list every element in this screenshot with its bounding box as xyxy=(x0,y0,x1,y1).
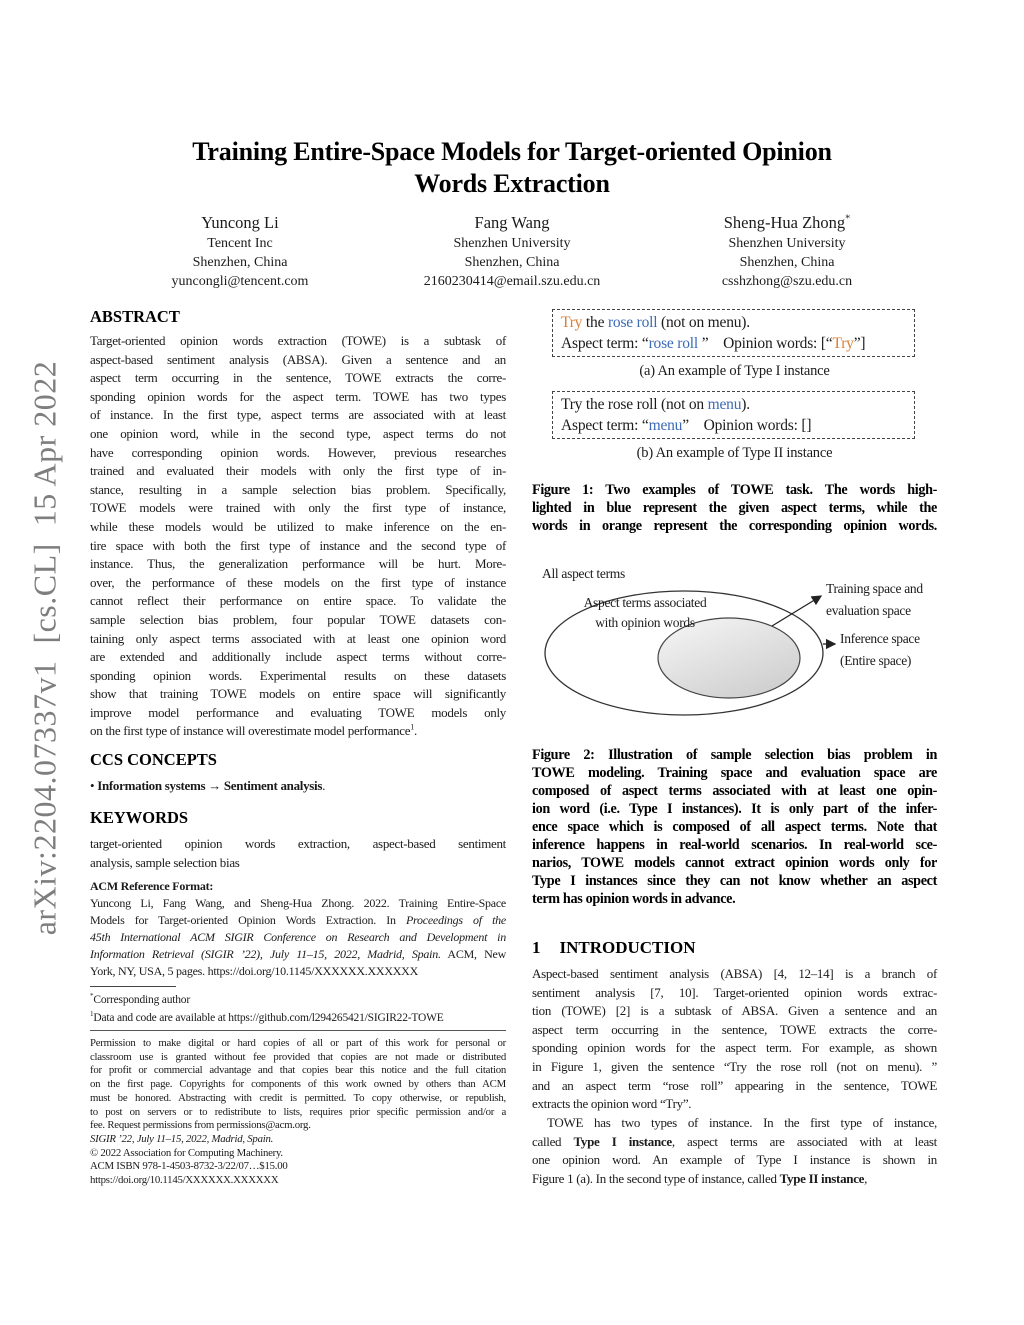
text-segment: https://doi.org/10.1145/XXXXXX.XXXXXX xyxy=(90,1174,279,1187)
introduction-heading xyxy=(532,938,937,958)
text-segment: Try the rose roll (not on xyxy=(561,396,708,413)
text-line xyxy=(532,800,937,818)
introduction-paragraph-1 xyxy=(532,965,937,1114)
text-line xyxy=(532,1039,937,1058)
text-segment: Proceedings of the xyxy=(405,913,506,927)
text-segment: Type II instance xyxy=(779,1170,865,1186)
text-segment: Words Extraction xyxy=(414,169,610,198)
text-segment: while these models would be utilized to make inference on the en- xyxy=(90,518,506,534)
text-line xyxy=(90,462,506,481)
text-segment: on the first type of instance will overestimate model performance xyxy=(90,723,411,739)
text-line xyxy=(532,1095,937,1114)
text-segment: fee. Request permissions from permissions@acm.org. xyxy=(90,1119,311,1132)
text-segment: have corresponding opinion words. However, previous researches xyxy=(90,444,506,460)
text-line xyxy=(90,1064,506,1078)
keywords-text xyxy=(90,835,506,872)
figure2-diagram xyxy=(532,556,952,748)
inference-space-label-line1: Inference space xyxy=(840,631,920,646)
text-segment: , xyxy=(864,1170,868,1186)
author-email: csshzhong@szu.edu.cn xyxy=(721,274,853,289)
text-segment: aspect-based sentiment analysis (ABSA). Given a sentence and an xyxy=(90,351,506,367)
text-segment: TOWE has two types of instance. In the first type of instance, xyxy=(547,1115,937,1130)
text-segment: in Figure 1, given the sentence “Try the rose roll (not on menu). ” xyxy=(532,1058,937,1074)
author-affiliation: Shenzhen University xyxy=(453,236,571,251)
text-segment: Corresponding author xyxy=(93,994,190,1006)
section-number: 1 xyxy=(532,938,541,957)
text-segment: TOWE modeling. Training space and evaluation space are xyxy=(532,765,937,781)
text-segment: inference happens in real-world scenarios. In real-world sce- xyxy=(532,837,937,853)
text-segment: rose roll xyxy=(607,314,658,331)
text-segment: Target-oriented opinion words extraction (TOWE) is a subtask of xyxy=(90,333,506,348)
text-segment: • xyxy=(90,778,98,793)
text-line xyxy=(532,517,937,535)
text-line xyxy=(90,963,506,980)
text-segment: of instance. In the first type, aspect terms are associated with at least xyxy=(90,407,506,423)
text-segment: Training Entire-Space Models for Target-oriented Opinion xyxy=(192,137,832,166)
author-affiliation: Tencent Inc xyxy=(207,236,273,251)
text-segment: Yuncong Li, Fang Wang, and Sheng-Hua Zhong. 2022. Training Entire-Space xyxy=(90,896,506,910)
text-segment: the xyxy=(582,314,608,331)
text-segment: (not on menu). xyxy=(657,314,750,331)
text-segment: are extended and additionally include aspect terms without corre- xyxy=(90,649,506,665)
inference-space-label-line2: (Entire space) xyxy=(840,653,912,668)
text-line xyxy=(532,1021,937,1040)
text-line xyxy=(0,168,1024,200)
text-segment: ACM ISBN 978-1-4503-8732-3/22/07…$15.00 xyxy=(90,1160,288,1173)
text-segment: Try xyxy=(561,314,583,331)
text-segment: ”] xyxy=(853,335,866,352)
text-segment: words in orange represent the corresponding opinion words. xyxy=(532,518,937,534)
example-b-annotation xyxy=(561,415,906,436)
text-segment: ion word (i.e. Type I instances). It is only part of the infer- xyxy=(532,801,937,817)
text-segment: 1 xyxy=(410,723,414,733)
text-segment: Type I instances since they can not know whether an aspect xyxy=(532,873,937,889)
text-line xyxy=(90,630,506,649)
text-segment: Sentiment analysis xyxy=(223,778,323,793)
text-line xyxy=(90,592,506,611)
training-space-arrow xyxy=(772,596,821,626)
training-space-label-line2: evaluation space xyxy=(826,603,911,618)
text-segment: ACM, New xyxy=(440,947,506,961)
text-segment: analysis, sample selection bias xyxy=(90,854,240,870)
text-line xyxy=(90,611,506,630)
text-segment: , aspect terms are associated with at least xyxy=(671,1133,937,1149)
text-line xyxy=(532,872,937,890)
text-line xyxy=(90,444,506,463)
text-segment: one opinion word. An example of Type I instance is shown in xyxy=(532,1152,937,1168)
text-line xyxy=(90,1174,506,1188)
text-line xyxy=(532,1058,937,1077)
text-segment: show that training TOWE models on entire space will significantly xyxy=(90,686,506,702)
text-line xyxy=(90,406,506,425)
text-segment: tion (TOWE) [2] is a subtask of ABSA. Given a sentence and an xyxy=(532,1003,937,1019)
text-segment: aspect term occurring in the sentence, TOWE extracts the corre- xyxy=(532,1021,937,1037)
text-line xyxy=(90,1106,506,1120)
figure1-example-b-box xyxy=(552,391,915,439)
example-b-sentence xyxy=(561,394,906,415)
text-line xyxy=(532,499,937,517)
footnote-rule xyxy=(90,986,176,987)
text-segment: Aspect term: “ xyxy=(561,417,649,434)
text-segment: ” Opinion words: [] xyxy=(682,417,812,434)
author-email: yuncongli@tencent.com xyxy=(171,274,309,289)
text-line xyxy=(90,667,506,686)
training-space-ellipse xyxy=(658,618,800,698)
text-segment: stance, resulting in a sample selection bias problem. Specifically, xyxy=(90,481,506,497)
text-line xyxy=(532,1133,937,1152)
figure2-caption xyxy=(532,746,937,908)
text-segment: York, NY, USA, 5 pages. https://doi.org/10.1145/XXXXXX.XXXXXX xyxy=(90,964,418,978)
text-segment: one opinion word, while in the second type, aspect terms do not xyxy=(90,425,506,441)
text-line xyxy=(90,648,506,667)
text-segment: sponding opinion words for the aspect term. TOWE has two types xyxy=(90,388,506,404)
text-line xyxy=(90,499,506,518)
ccs-heading: CCS CONCEPTS xyxy=(90,750,217,769)
text-segment: Sheng-Hua Zhong xyxy=(723,213,846,232)
text-segment: over, the performance of these models on the first type of instance xyxy=(90,574,506,590)
text-line xyxy=(90,425,506,444)
text-line xyxy=(90,946,506,963)
text-line xyxy=(90,518,506,537)
text-segment: Type I instance xyxy=(573,1133,672,1149)
text-line xyxy=(90,555,506,574)
text-segment: target-oriented opinion words extraction, aspect-based sentiment xyxy=(90,836,506,851)
text-segment: menu xyxy=(648,417,683,434)
text-segment: Aspect term: “ xyxy=(561,335,649,352)
author-city: Shenzhen, China xyxy=(464,255,560,270)
author-block xyxy=(637,212,937,291)
text-line xyxy=(532,1114,937,1133)
text-segment: Permission to make digital or hard copies of all or part of this work for personal or xyxy=(90,1037,506,1049)
text-line xyxy=(90,912,506,929)
text-segment: Figure 2: Illustration of sample selection bias problem in xyxy=(532,747,937,763)
text-line xyxy=(90,1051,506,1065)
text-segment: TOWE models were trained with only the first type of instance, xyxy=(90,500,506,516)
text-segment: sponding opinion words. Experimental results on these datasets xyxy=(90,667,506,683)
text-line xyxy=(90,369,506,388)
text-segment: Figure 1: Two examples of TOWE task. The words high- xyxy=(532,482,937,498)
text-segment: taining only aspect terms associated with at least one opinion word xyxy=(90,630,506,646)
introduction-paragraph-2 xyxy=(532,1114,937,1188)
footnotes xyxy=(90,992,506,1027)
text-segment: extracts the opinion word “Try”. xyxy=(532,1096,692,1112)
text-line xyxy=(90,992,506,1010)
text-segment: 45th International ACM SIGIR Conference on Research and Development in xyxy=(90,930,506,944)
training-space-label-line1: Training space and xyxy=(826,581,923,596)
text-line xyxy=(90,1078,506,1092)
text-line xyxy=(532,764,937,782)
keywords-heading: KEYWORDS xyxy=(90,808,189,827)
text-line xyxy=(90,1092,506,1106)
text-segment: cannot reflect their performance on entire space. To validate the xyxy=(90,593,506,609)
arxiv-watermark: arXiv:2204.07337v1 [cs.CL] 15 Apr 2022 xyxy=(26,360,63,936)
text-segment: instance. Thus, the generalization performance will be hurt. More- xyxy=(90,556,506,572)
text-segment: composed of aspect terms associated with at least one opin- xyxy=(532,783,937,799)
text-segment: © 2022 Association for Computing Machinery. xyxy=(90,1146,283,1159)
text-line xyxy=(90,574,506,593)
text-segment: sample selection bias problem, four popular TOWE datasets con- xyxy=(90,611,506,627)
text-segment: menu xyxy=(707,396,742,413)
text-line xyxy=(90,1119,506,1133)
text-segment: tire space with both the first type of instance and the second type of xyxy=(90,537,506,553)
text-line xyxy=(532,1170,937,1189)
author-affiliation: Shenzhen University xyxy=(728,236,846,251)
text-segment: for profit or commercial advantage and that copies bear this notice and the full citation xyxy=(90,1064,506,1077)
text-segment: Yuncong Li xyxy=(201,213,279,232)
text-segment: narios, TOWE models cannot extract opinion words only for xyxy=(532,855,937,871)
text-segment: Figure 1 (a). In the second type of instance, called xyxy=(532,1170,780,1186)
text-line xyxy=(532,984,937,1003)
author-block xyxy=(90,212,390,291)
text-segment: * xyxy=(90,992,94,1001)
text-segment: . xyxy=(322,778,326,793)
figure1-subcaption-b: (b) An example of Type II instance xyxy=(636,445,833,461)
text-segment: and an aspect term “rose roll” appearing in the sentence, TOWE xyxy=(532,1077,937,1093)
acm-reference-heading: ACM Reference Format: xyxy=(90,879,214,893)
text-segment: ” Opinion words: [“ xyxy=(701,335,833,352)
text-line xyxy=(532,782,937,800)
example-a-sentence xyxy=(561,312,906,333)
text-line xyxy=(90,1133,506,1147)
text-line xyxy=(532,481,937,499)
text-segment: Models for Target-oriented Opinion Words Extraction. In xyxy=(90,913,406,927)
text-segment: * xyxy=(845,213,851,225)
text-line xyxy=(90,1147,506,1161)
text-segment: ). xyxy=(741,396,750,413)
text-line xyxy=(532,836,937,854)
figure1-subcaption-a: (a) An example of Type I instance xyxy=(639,363,830,379)
text-line xyxy=(90,351,506,370)
permission-rule xyxy=(90,1030,506,1031)
author-name xyxy=(90,212,390,234)
text-line xyxy=(90,704,506,723)
text-line xyxy=(532,854,937,872)
text-segment: rose roll xyxy=(648,335,702,352)
aspect-terms-with-opinion-label-line2: with opinion words xyxy=(595,615,695,630)
text-segment: sentiment analysis [7, 10]. Target-oriented opinion words extrac- xyxy=(532,984,937,1000)
text-line xyxy=(90,1037,506,1051)
text-line xyxy=(90,835,506,854)
text-segment: Aspect-based sentiment analysis (ABSA) [4, 12–14] is a branch of xyxy=(532,966,937,981)
text-line xyxy=(90,895,506,912)
author-city: Shenzhen, China xyxy=(192,255,288,270)
text-segment: improve model performance and evaluating TOWE models only xyxy=(90,704,506,720)
text-line xyxy=(90,1010,506,1028)
text-segment: Fang Wang xyxy=(474,213,550,232)
author-name xyxy=(362,212,662,234)
text-segment: sponding opinion words for the aspect term. For example, as shown xyxy=(532,1040,937,1056)
author-name xyxy=(637,212,937,234)
text-segment: Data and code are available at https://github.com/l294265421/SIGIR22-TOWE xyxy=(93,1011,444,1024)
ccs-concepts-line xyxy=(90,777,506,796)
text-line xyxy=(532,1002,937,1021)
text-line xyxy=(90,537,506,556)
text-line xyxy=(90,929,506,946)
abstract-heading: ABSTRACT xyxy=(90,307,180,326)
text-segment: to post on servers or to redistribute to lists, requires prior specific permission and/or a xyxy=(90,1105,506,1118)
text-line xyxy=(90,388,506,407)
page-title xyxy=(0,136,1024,200)
text-segment: → xyxy=(205,778,224,793)
text-line xyxy=(0,136,1024,168)
text-segment: lighted in blue represent the given aspect terms, while the xyxy=(532,500,937,516)
text-segment: term has opinion words in advance. xyxy=(532,891,736,907)
figure1-caption xyxy=(532,481,937,535)
figure1-example-a-box xyxy=(552,309,915,357)
text-line xyxy=(90,481,506,500)
abstract-text xyxy=(90,332,506,741)
all-aspect-terms-label: All aspect terms xyxy=(542,566,625,581)
text-line xyxy=(532,890,937,908)
text-line xyxy=(90,722,506,741)
text-line xyxy=(532,1077,937,1096)
text-line xyxy=(532,818,937,836)
text-segment: . xyxy=(413,723,417,739)
example-a-annotation xyxy=(561,333,906,354)
text-line xyxy=(532,1151,937,1170)
text-segment: SIGIR ’22, July 11–15, 2022, Madrid, Spain. xyxy=(90,1133,274,1145)
text-line xyxy=(532,965,937,984)
text-segment: Try xyxy=(832,335,854,352)
author-block xyxy=(362,212,662,291)
text-segment: on the first page. Copyrights for components of this work owned by others than ACM xyxy=(90,1078,506,1091)
text-segment: trained and evaluated their models with only the first type of in- xyxy=(90,463,506,479)
section-title: INTRODUCTION xyxy=(559,938,696,957)
text-line xyxy=(90,685,506,704)
text-segment: Information Retrieval (SIGIR ’22), July 11–15, 2022, Madrid, Spain. xyxy=(90,947,441,961)
text-segment: 1 xyxy=(90,1009,94,1018)
author-email: 2160230414@email.szu.edu.cn xyxy=(423,274,601,289)
author-city: Shenzhen, China xyxy=(739,255,835,270)
text-segment: Information systems xyxy=(97,778,206,793)
text-line xyxy=(90,854,506,873)
text-segment: ence space which is composed of all aspect terms. Note that xyxy=(532,819,937,835)
text-segment: must be honored. Abstracting with credit is permitted. To copy otherwise, or republish, xyxy=(90,1091,506,1104)
aspect-terms-with-opinion-label-line1: Aspect terms associated xyxy=(583,595,707,610)
text-line xyxy=(90,1160,506,1174)
text-segment: called xyxy=(532,1133,574,1149)
acm-reference-text xyxy=(90,895,506,980)
copyright-text xyxy=(90,1133,506,1188)
text-line xyxy=(532,746,937,764)
permission-text xyxy=(90,1037,506,1133)
text-line xyxy=(90,332,506,351)
text-segment: classroom use is granted without fee provided that copies are not made or distributed xyxy=(90,1050,506,1063)
text-segment: aspect term occurring in the sentence, TOWE extracts the corre- xyxy=(90,370,506,386)
